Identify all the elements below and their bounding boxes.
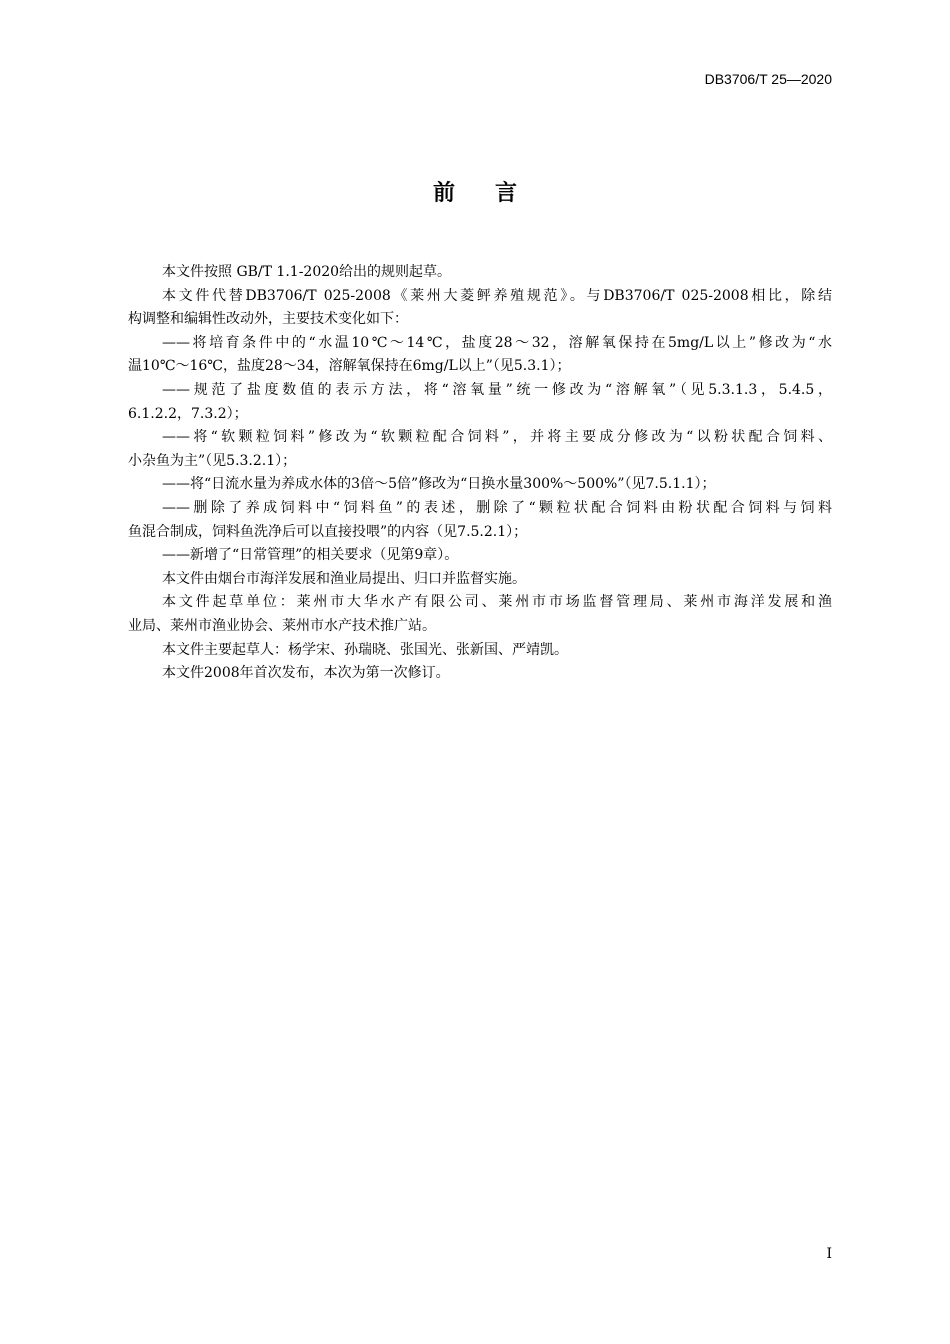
page-title: 前言 xyxy=(432,181,557,206)
paragraph-line: ——新增了“日常管理”的相关要求（见第9章）。 xyxy=(162,547,459,564)
paragraph xyxy=(128,497,832,544)
paragraph xyxy=(128,591,832,638)
paragraph xyxy=(128,639,832,663)
paragraph xyxy=(128,568,832,592)
paragraph-line: ——将培育条件中的“水温10℃～14℃，盐度28～32，溶解氧保持在5mg/L以上”修改为“水 xyxy=(162,334,832,351)
paragraph-line: 温10℃～16℃，盐度28～34，溶解氧保持在6mg/L以上”（见5.3.1）； xyxy=(128,358,571,375)
paragraph-line: ——规范了盐度数值的表示方法，将“溶氧量”统一修改为“溶解氧”（见5.3.1.3，5.4.5， xyxy=(162,381,832,398)
document-body xyxy=(128,261,832,686)
paragraph-line: ——删除了养成饲料中“饲料鱼”的表述，删除了“颗粒状配合饲料由粉状配合饲料与饲料 xyxy=(162,499,832,516)
paragraph-line: 鱼混合制成，饲料鱼洗净后可以直接投喂”的内容（见7.5.2.1）； xyxy=(128,523,528,540)
paragraph-line: ——将“软颗粒饲料”修改为“软颗粒配合饲料”，并将主要成分修改为“以粉状配合饲料、 xyxy=(162,429,832,446)
paragraph xyxy=(128,261,832,285)
paragraph xyxy=(128,662,832,686)
paragraph-line: 本文件代替DB3706/T 025-2008《莱州大菱鲆养殖规范》。与DB3706/T 025-2008相比，除结 xyxy=(162,287,832,304)
paragraph-line: 业局、莱州市渔业协会、莱州市水产技术推广站。 xyxy=(128,617,436,634)
paragraph-line: 小杂鱼为主”（见5.3.2.1）； xyxy=(128,452,297,469)
document-code: DB3706/T 25—2020 xyxy=(704,71,832,87)
paragraph-line: 本文件主要起草人：杨学宋、孙瑞晓、张国光、张新国、严靖凯。 xyxy=(162,641,568,658)
paragraph-line: 本文件按照 GB/T 1.1-2020给出的规则起草。 xyxy=(162,264,452,280)
paragraph xyxy=(128,544,832,568)
paragraph xyxy=(128,379,832,426)
paragraph xyxy=(128,332,832,379)
paragraph xyxy=(128,426,832,473)
paragraph-line: 6.1.2.2，7.3.2）； xyxy=(128,405,248,422)
paragraph xyxy=(128,473,832,497)
paragraph-line: 本文件由烟台市海洋发展和渔业局提出、归口并监督实施。 xyxy=(162,570,526,587)
page-number: I xyxy=(826,1246,832,1262)
paragraph-line: 本文件2008年首次发布，本次为第一次修订。 xyxy=(162,665,450,682)
paragraph-line: ——将“日流水量为养成水体的3倍～5倍”修改为“日换水量300%～500%”（见7.5.1.1）； xyxy=(162,476,716,493)
paragraph xyxy=(128,285,832,332)
paragraph-line: 本文件起草单位：莱州市大华水产有限公司、莱州市市场监督管理局、莱州市海洋发展和渔 xyxy=(162,594,832,611)
paragraph-line: 构调整和编辑性改动外，主要技术变化如下： xyxy=(128,311,408,328)
